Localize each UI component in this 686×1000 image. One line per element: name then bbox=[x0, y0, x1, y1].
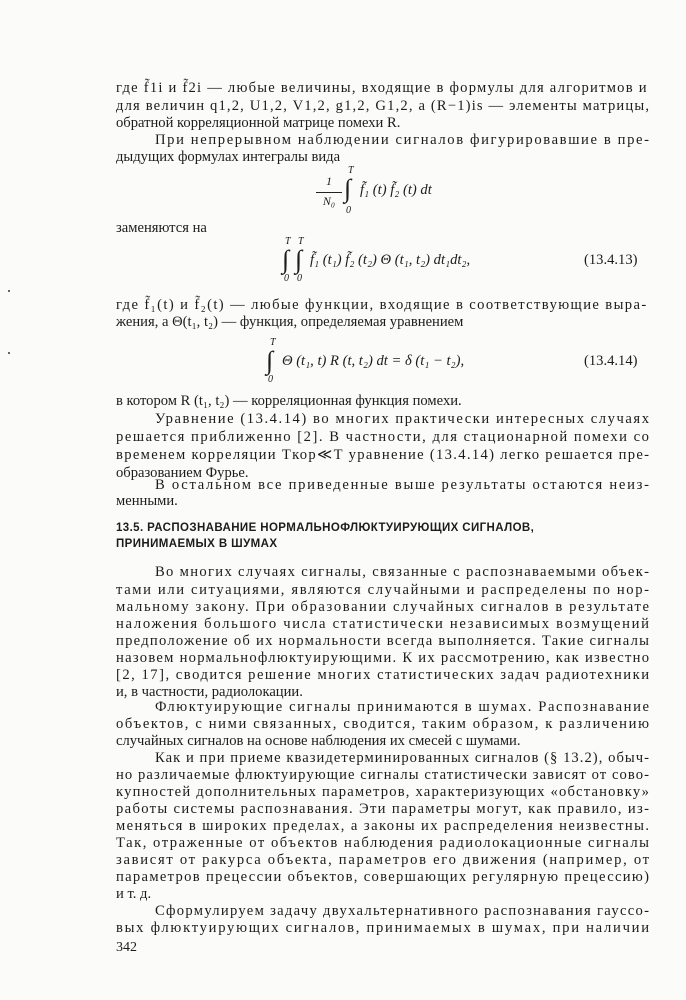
para4-line1 bbox=[0, 392, 686, 410]
fraction-denominator: N₀ bbox=[322, 194, 336, 208]
text-line: временем корреляции Tкор≪T уравнение (13.4.14) легко решается пре- bbox=[116, 447, 651, 463]
para2-line2 bbox=[0, 148, 686, 166]
text-line: вых флюктуирующих сигналов, принимаемых в шумах, при наличии bbox=[116, 920, 651, 936]
text-line: но различаемые флюктуирующие сигналы статистически зависят от сово- bbox=[116, 767, 651, 783]
text-line: При непрерывном наблюдении сигналов фигурировавшие в пре- bbox=[155, 132, 651, 148]
text-line: назовем нормальнофлюктуирующими. К их рассмотрению, как известно bbox=[116, 650, 651, 666]
integral-sign: ∫ bbox=[295, 245, 303, 274]
para6-line2 bbox=[0, 581, 686, 599]
integral-lower-limit: 0 bbox=[297, 273, 302, 284]
text-line: жения, а Θ(t₁, t₂) — функция, определяемая уравнением bbox=[116, 314, 464, 330]
integral-lower-limit: 0 bbox=[284, 273, 289, 284]
text-line: мальному закону. При образовании случайных сигналов в результате bbox=[116, 599, 651, 615]
para9-line2 bbox=[0, 919, 686, 937]
para4-line2 bbox=[0, 410, 686, 428]
integral-upper-limit: T bbox=[348, 165, 354, 176]
text-line: и, в частности, радиолокации. bbox=[116, 684, 303, 700]
para1-line2 bbox=[0, 97, 686, 115]
para6-line6 bbox=[0, 649, 686, 667]
fraction-numerator: 1 bbox=[326, 174, 332, 188]
fraction-bar bbox=[316, 192, 342, 193]
para6-line7 bbox=[0, 666, 686, 684]
equation-number: (13.4.13) bbox=[584, 252, 638, 268]
para8-line5 bbox=[0, 817, 686, 835]
text-line: зависят от ракурса объекта, параметров его движения (например, от bbox=[116, 852, 651, 868]
text-line: предположение об их нормальности всегда выполняется. Такие сигналы bbox=[116, 633, 651, 649]
para7-line2 bbox=[0, 715, 686, 733]
integrand: f̃₁ (t) f̃₂ (t) dt bbox=[360, 182, 432, 198]
integral-upper-limit: T bbox=[285, 236, 291, 247]
text-line: параметров прецессии объектов, совершающих регулярную прецессию) bbox=[116, 869, 651, 885]
text-line: В остальном все приведенные выше результаты остаются неиз- bbox=[155, 477, 651, 493]
text-line: Флюктуирующие сигналы принимаются в шумах. Распознавание bbox=[155, 699, 651, 715]
para8-line6 bbox=[0, 834, 686, 852]
text-line: дыдущих формулах интегралы вида bbox=[116, 149, 341, 165]
text-line: Во многих случаях сигналы, связанные с распознаваемыми объек- bbox=[155, 564, 651, 580]
text-line: купностей дополнительных параметров, характеризующих «обстановку» bbox=[116, 784, 651, 800]
text-line: для величин q1,2, U1,2, V1,2, g1,2, G1,2, а (R−1)is — элементы матрицы, bbox=[116, 98, 651, 114]
text-line: Так, отраженные от объектов наблюдения радиолокационные сигналы bbox=[116, 835, 651, 851]
text-line: и т. д. bbox=[116, 886, 152, 902]
para6-line5 bbox=[0, 632, 686, 650]
equation-number: (13.4.14) bbox=[584, 353, 638, 369]
text-line: решается приближенно [2]. В частности, для стационарной помехи со bbox=[116, 429, 651, 445]
integral-upper-limit: T bbox=[298, 236, 304, 247]
integrand: Θ (t₁, t) R (t, t₂) dt = δ (t₁ − t₂), bbox=[282, 353, 465, 369]
integrand: f̃₁ (t₁) f̃₂ (t₂) Θ (t₁, t₂) dt₁dt₂, bbox=[310, 252, 471, 268]
text-line: где f̃₁(t) и f̃₂(t) — любые функции, входящие в соответствующие выра- bbox=[116, 297, 648, 313]
text-line: [2, 17], сводится решение многих статистических задач радиотехники bbox=[116, 667, 651, 683]
text-line: заменяются на bbox=[116, 220, 207, 236]
para2-line1 bbox=[0, 131, 686, 149]
text-line: работы системы распознавания. Эти параметры могут, как правило, из- bbox=[116, 801, 651, 817]
para7-line1 bbox=[0, 698, 686, 716]
text-line: образованием Фурье. bbox=[116, 465, 249, 481]
replaced-line bbox=[0, 219, 686, 237]
para8-line8 bbox=[0, 868, 686, 886]
para8-line7 bbox=[0, 851, 686, 869]
para4-line3 bbox=[0, 428, 686, 446]
para5-line2 bbox=[0, 492, 686, 510]
section-heading-line1: 13.5. РАСПОЗНАВАНИЕ НОРМАЛЬНОФЛЮКТУИРУЮЩИХ СИГНАЛОВ, bbox=[116, 522, 535, 534]
margin-mark bbox=[8, 352, 10, 354]
para8-line2 bbox=[0, 766, 686, 784]
integral-sign: ∫ bbox=[344, 174, 352, 203]
text-line: случайных сигналов на основе наблюдения их смесей с шумами. bbox=[116, 733, 521, 749]
text-line: менными. bbox=[116, 493, 178, 509]
para8-line4 bbox=[0, 800, 686, 818]
para3-line2 bbox=[0, 313, 686, 331]
para4-line4 bbox=[0, 446, 686, 464]
para1-line3 bbox=[0, 114, 686, 132]
section-heading-line2: ПРИНИМАЕМЫХ В ШУМАХ bbox=[116, 538, 278, 550]
integral-lower-limit: 0 bbox=[346, 205, 351, 216]
para6-line4 bbox=[0, 615, 686, 633]
integral-upper-limit: T bbox=[270, 337, 276, 348]
para8-line1 bbox=[0, 749, 686, 767]
margin-mark bbox=[8, 290, 10, 292]
text-line: наложения большого числа статистически независимых возмущений bbox=[116, 616, 651, 632]
text-line: в котором R (t₁, t₂) — корреляционная функция помехи. bbox=[116, 393, 462, 409]
text-line: Как и при приеме квазидетерминированных сигналов (§ 13.2), обыч- bbox=[155, 750, 651, 766]
para7-line3 bbox=[0, 732, 686, 750]
text-line: Сформулируем задачу двухальтернативного распознавания гауссо- bbox=[155, 903, 651, 919]
integral-sign: ∫ bbox=[266, 346, 274, 375]
text-line: объектов, с ними связанных, сводится, таким образом, к различению bbox=[116, 716, 651, 732]
text-line: Уравнение (13.4.14) во многих практически интересных случаях bbox=[155, 411, 651, 427]
text-line: тами или ситуациями, являются случайными и распределены по нор- bbox=[116, 582, 651, 598]
para3-line1 bbox=[0, 296, 686, 314]
integral-lower-limit: 0 bbox=[268, 374, 273, 385]
integral-sign: ∫ bbox=[282, 245, 290, 274]
para6-line3 bbox=[0, 598, 686, 616]
para6-line1 bbox=[0, 563, 686, 581]
text-line: меняться в широких пределах, а законы их распределения неизвестны. bbox=[116, 818, 651, 834]
page-number: 342 bbox=[116, 940, 137, 955]
text-line: обратной корреляционной матрице помехи R. bbox=[116, 115, 401, 131]
para8-line3 bbox=[0, 783, 686, 801]
para9-line1 bbox=[0, 902, 686, 920]
para1-line1 bbox=[0, 79, 686, 97]
para8-line9 bbox=[0, 885, 686, 903]
text-line: где f̃1i и f̃2i — любые величины, входящие в формулы для алгоритмов и bbox=[116, 80, 648, 96]
